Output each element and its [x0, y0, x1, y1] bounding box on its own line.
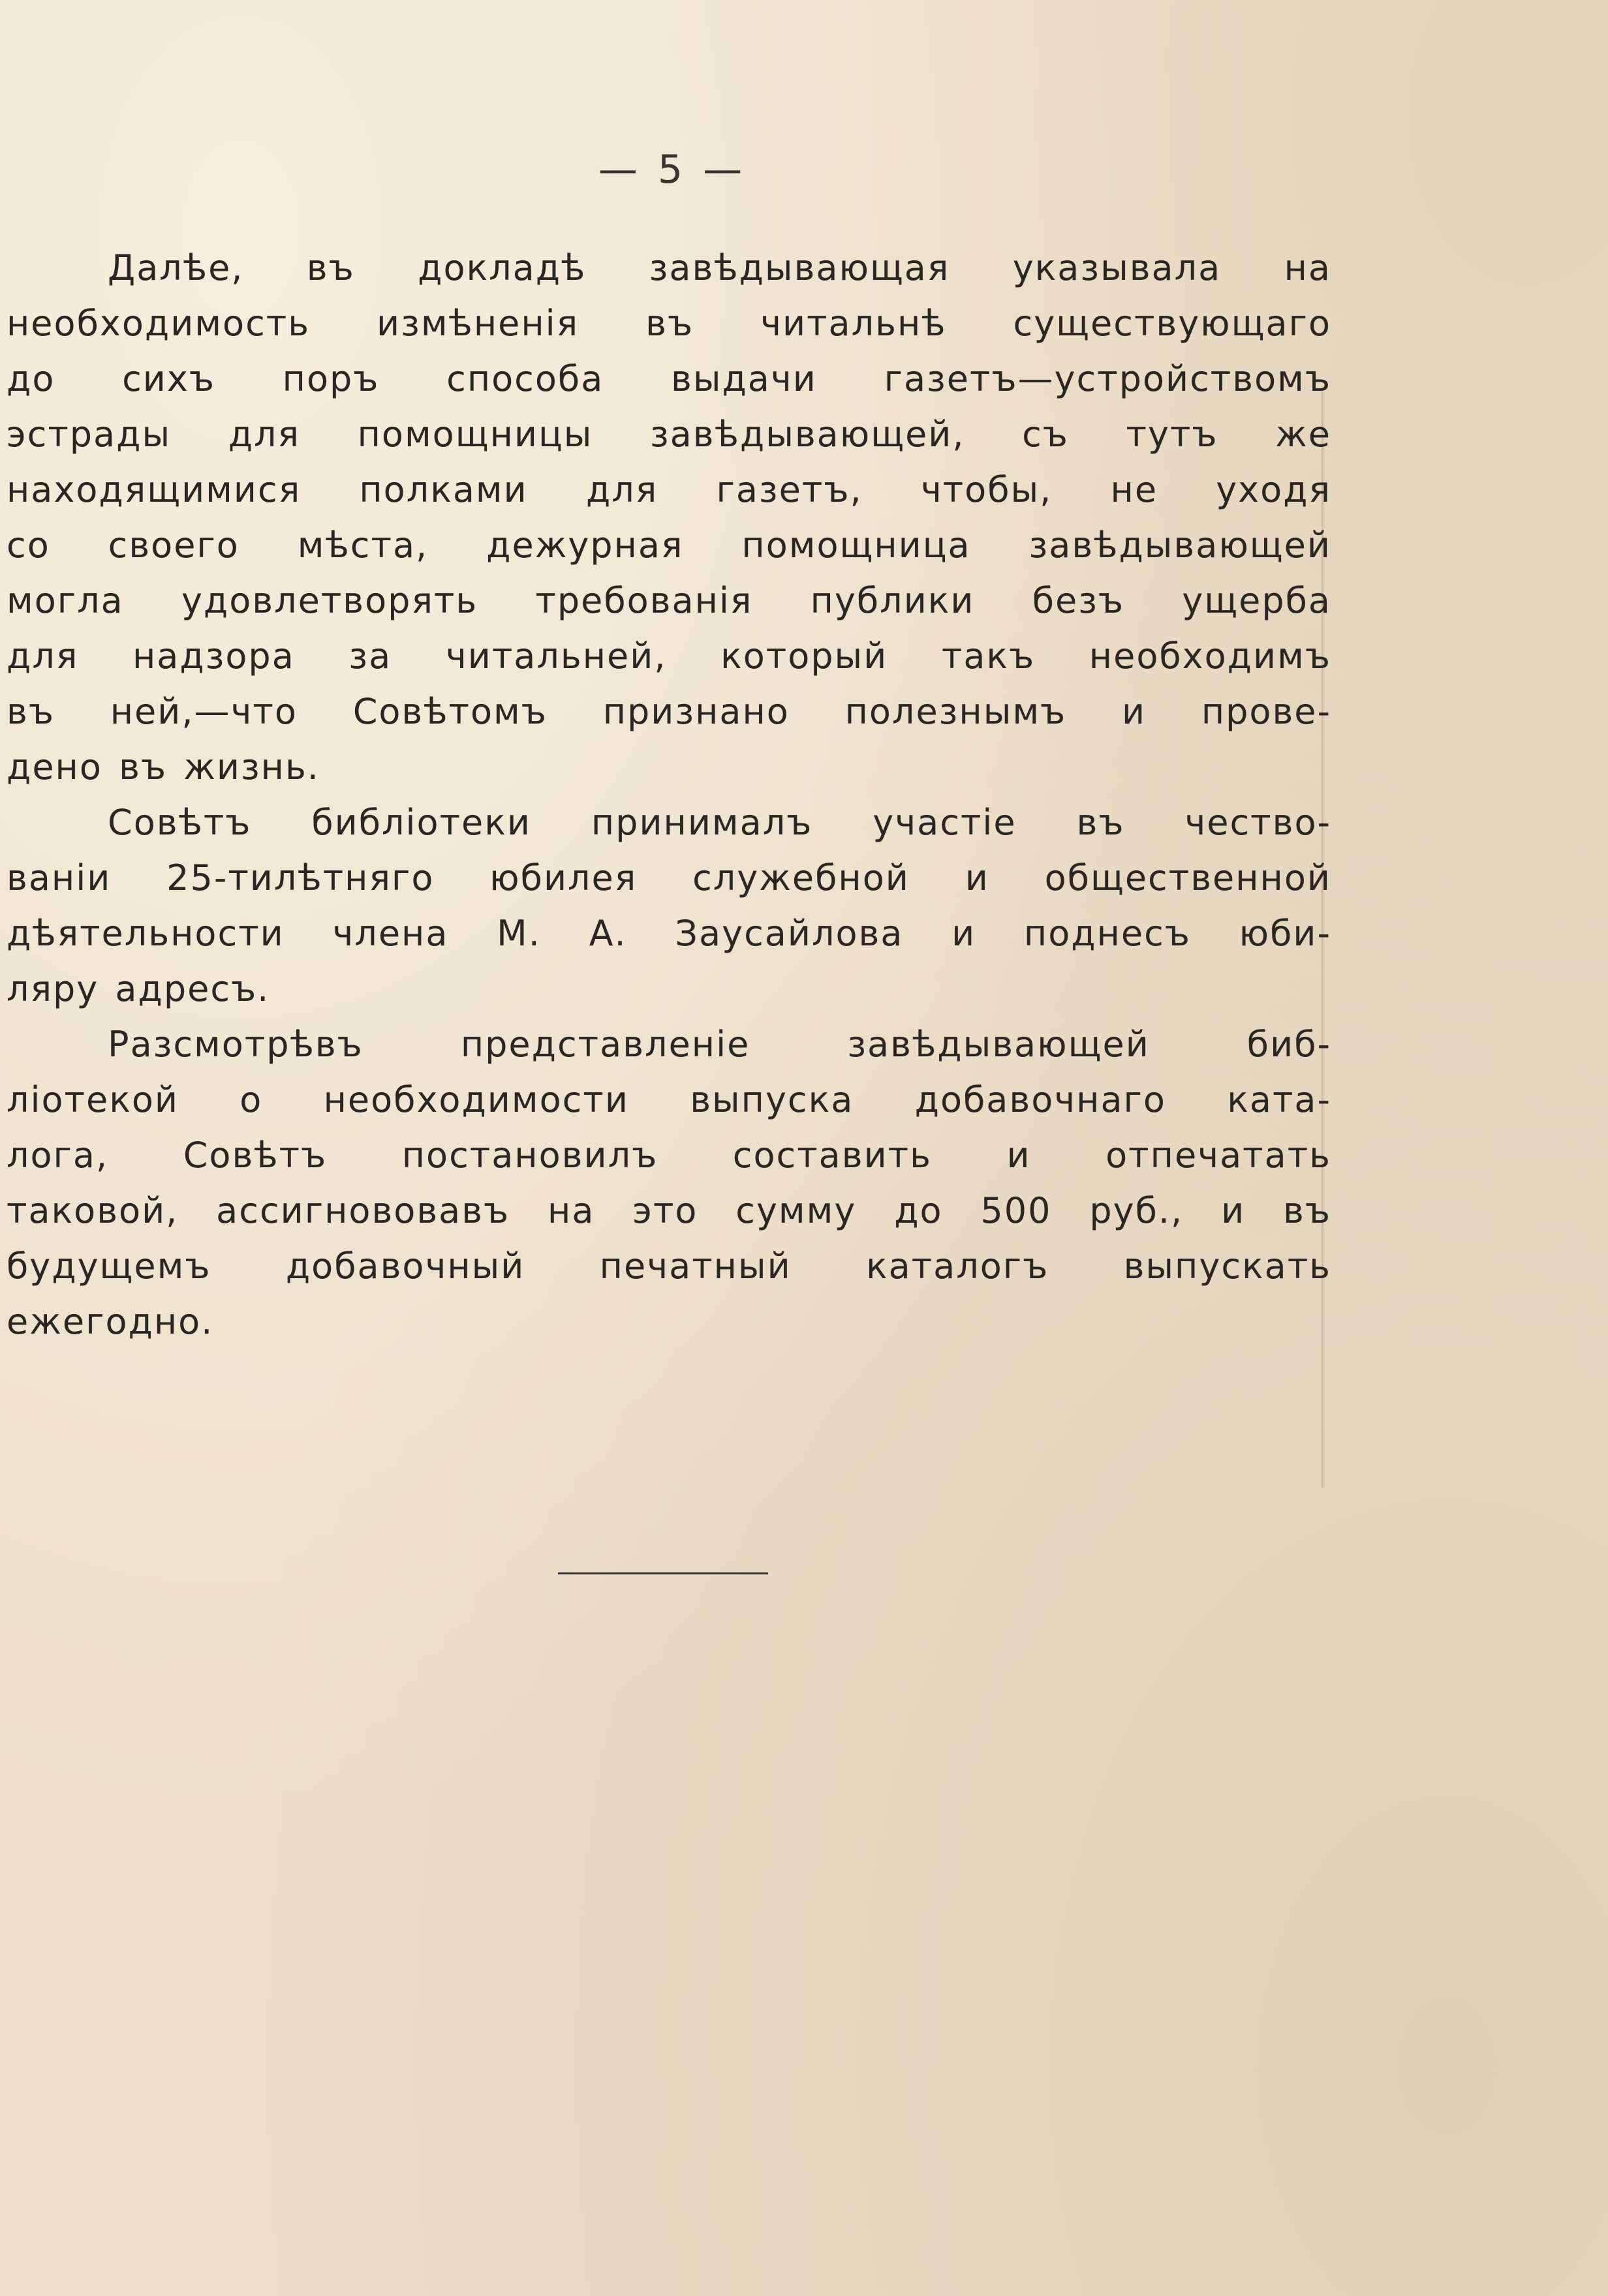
- text-line: эстрады для помощницы завѣдывающей, съ тутъ же: [7, 414, 1331, 455]
- text-line: дѣятельности члена М. А. Заусайлова и поднесъ юби-: [7, 913, 1331, 954]
- text-line: находящимися полками для газетъ, чтобы, не уходя: [7, 469, 1331, 510]
- text-line: ляру адресъ.: [7, 968, 270, 1009]
- text-line: Далѣе, въ докладѣ завѣдывающая указывала на: [108, 247, 1331, 288]
- text-line: Совѣтъ библіотеки принималъ участіе въ чество-: [108, 802, 1331, 843]
- text-line: ліотекой о необходимости выпуска добавочнаго ката-: [7, 1079, 1331, 1120]
- text-line: необходимость измѣненія въ читальнѣ существующаго: [7, 303, 1331, 344]
- section-divider: [558, 1572, 768, 1574]
- text-line: могла удовлетворять требованія публики безъ ущерба: [7, 580, 1331, 621]
- text-line: Разсмотрѣвъ представленіе завѣдывающей биб-: [108, 1024, 1331, 1065]
- text-line: ваніи 25-тилѣтняго юбилея служебной и общественной: [7, 857, 1331, 898]
- text-line: лога, Совѣтъ постановилъ составить и отпечатать: [7, 1135, 1331, 1176]
- text-line: ежегодно.: [7, 1301, 214, 1342]
- text-line: со своего мѣста, дежурная помощница завѣдывающей: [7, 525, 1331, 566]
- text-line: до сихъ поръ способа выдачи газетъ—устройствомъ: [7, 358, 1331, 399]
- text-line: будущемъ добавочный печатный каталогъ выпускать: [7, 1246, 1331, 1287]
- text-line: дено въ жизнь.: [7, 746, 320, 788]
- text-line: таковой, ассигнововавъ на это сумму до 500 руб., и въ: [7, 1190, 1331, 1231]
- text-line: въ ней,—что Совѣтомъ признано полезнымъ и прове-: [7, 691, 1331, 732]
- text-line: для надзора за читальней, который такъ необходимъ: [7, 635, 1331, 677]
- body-text: [7, 240, 1331, 1349]
- page-number: — 5 —: [598, 147, 747, 192]
